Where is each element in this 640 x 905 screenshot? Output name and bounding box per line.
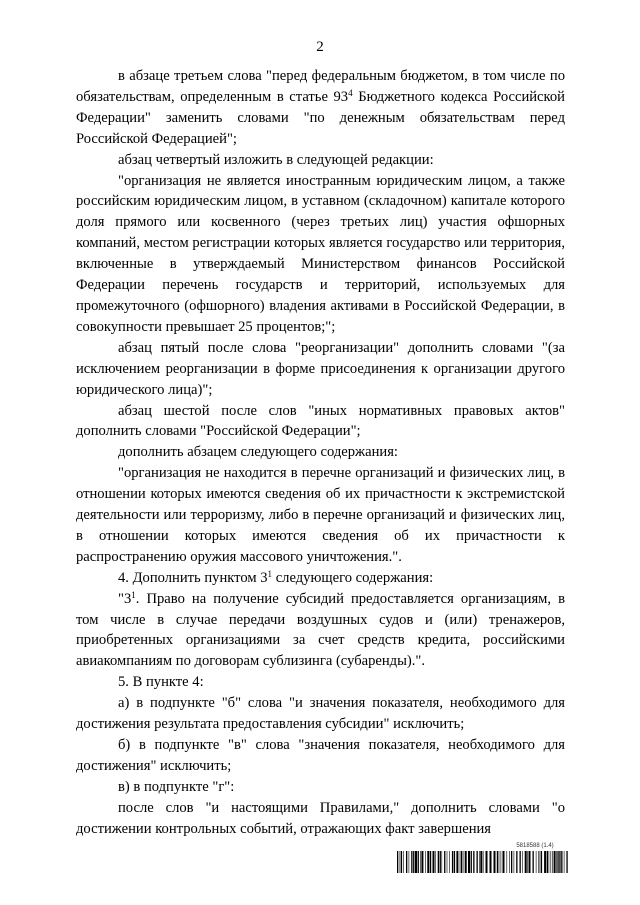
barcode-bar xyxy=(413,851,414,873)
barcode-bar xyxy=(552,851,553,873)
barcode-bar xyxy=(538,851,539,873)
barcode-bar xyxy=(463,851,464,873)
barcode-bar xyxy=(444,851,445,873)
barcode-bar xyxy=(566,851,567,873)
barcode-bar xyxy=(400,851,401,873)
barcode-bar xyxy=(456,851,458,873)
barcode-bar xyxy=(564,851,565,873)
barcode-bar xyxy=(544,851,546,873)
barcode-bar xyxy=(494,851,496,873)
page-number: 2 xyxy=(316,39,324,55)
barcode-bar xyxy=(529,851,531,873)
barcode xyxy=(397,851,568,873)
barcode-bar xyxy=(433,851,435,873)
barcode-bar xyxy=(499,851,500,873)
barcode-bar xyxy=(465,851,467,873)
barcode-bar xyxy=(520,851,521,873)
barcode-bar xyxy=(514,851,515,873)
barcode-bar xyxy=(483,851,484,873)
barcode-bar xyxy=(447,851,448,873)
paragraph: в) в подпункте "г": xyxy=(118,778,235,795)
document-body xyxy=(76,66,565,840)
barcode-bar xyxy=(409,851,410,873)
barcode-bar xyxy=(449,851,450,873)
barcode-bar xyxy=(503,851,505,873)
barcode-bar xyxy=(461,851,462,873)
barcode-bar xyxy=(460,851,461,873)
barcode-bar xyxy=(442,851,443,873)
barcode-bar xyxy=(507,851,508,873)
barcode-bar xyxy=(525,851,527,873)
barcode-bar xyxy=(533,851,534,873)
barcode-bar xyxy=(509,851,510,873)
barcode-bar xyxy=(430,851,431,873)
superscript: 1 xyxy=(267,568,273,579)
barcode-bar xyxy=(425,851,426,873)
paragraph: "организация не находится в перечне организаций и физических лиц, в отношении которых имеются сведения об их причастности к экстремистской деятельности или терроризму, либо в перечне организаций и физических лиц, в отношении которых имеются сведения об их причастности к распространению оружия массового уничтожения.". xyxy=(76,465,565,565)
barcode-bar xyxy=(480,851,482,873)
barcode-bar xyxy=(473,851,474,873)
barcode-bar xyxy=(540,851,541,873)
barcode-bar xyxy=(490,851,492,873)
barcode-bar xyxy=(438,851,439,873)
barcode-bar xyxy=(501,851,502,873)
barcode-bar xyxy=(411,851,412,873)
paragraph: б) в подпункте "в" слова "значения показателя, необходимого для достижения" исключить; xyxy=(76,737,565,774)
barcode-bar xyxy=(536,851,537,873)
barcode-bar xyxy=(479,851,480,873)
paragraph: абзац пятый после слова "реорганизации" дополнить словами "(за исключением реорганизации в форме присоединения к организации другого юридического лица)"; xyxy=(76,339,565,398)
barcode-bar xyxy=(427,851,429,873)
barcode-bar xyxy=(547,851,548,873)
paragraph: а) в подпункте "б" слова "и значения показателя, необходимого для достижения результата предоставления субсидии" исключить; xyxy=(76,695,565,733)
paragraph: "$3^1$. Право на получение субсидий предоставляется организациям, в том числе в случае передачи воздушных судов и (или) тренажеров, приобретенных организациями за счет средств кредита, российскими авиакомпаниям по договорам сублизинга (субаренды).". xyxy=(76,589,565,670)
barcode-bar xyxy=(454,851,455,873)
barcode-bar xyxy=(557,851,558,873)
barcode-bar xyxy=(401,851,402,873)
paragraph: дополнить абзацем следующего содержания: xyxy=(118,444,398,461)
barcode-bar xyxy=(551,851,552,873)
barcode-bar xyxy=(435,851,436,873)
barcode-bar xyxy=(522,851,523,873)
barcode-bar xyxy=(556,851,557,873)
barcode-bar xyxy=(561,851,562,873)
barcode-bar xyxy=(420,851,421,873)
barcode-bar xyxy=(527,851,528,873)
barcode-bar xyxy=(468,851,470,873)
barcode-bar xyxy=(511,851,512,873)
barcode-bar xyxy=(516,851,517,873)
barcode-bar xyxy=(486,851,488,873)
barcode-bar xyxy=(549,851,550,873)
barcode-bar xyxy=(406,851,407,873)
barcode-bar xyxy=(397,851,398,873)
barcode-bar xyxy=(559,851,560,873)
paragraph: "организация не является иностранным юридическим лицом, а также российским юридическим лицом, в уставном (складочном) капитале которого доля прямого или косвенного (через третьих лиц) участия офшорных компаний, местом регистрации которых является государство или территория, включенные в утверждаемый Министерством финансов Российской Федерации перечень государств и территорий, используемых для промежуточного (офшорного) владения активами в Российской Федерации, в совокупности превышает 25 процентов;"; xyxy=(76,172,565,335)
paragraph: в абзаце третьем слова "перед федеральным бюджетом, в том числе по обязательствам, определенным в статье $93^4$ Бюджетного кодекса Российской Федерации" заменить словами "по денежным обязательствам перед Российской Федерацией"; xyxy=(76,68,565,147)
barcode-bar xyxy=(471,851,472,873)
barcode-bar xyxy=(418,851,419,873)
barcode-bar xyxy=(554,851,556,873)
paragraph: 4. Дополнить пунктом $3^1$ следующего содержания: xyxy=(118,568,434,586)
barcode-bar xyxy=(452,851,453,873)
barcode-bar xyxy=(403,851,404,873)
barcode-bar xyxy=(421,851,423,873)
barcode-bar xyxy=(415,851,417,873)
barcode-bar xyxy=(477,851,478,873)
paragraph: абзац четвертый изложить в следующей редакции: xyxy=(118,151,434,168)
barcode-bar xyxy=(541,851,542,873)
barcode-bar xyxy=(497,851,498,873)
paragraph: после слов "и настоящими Правилами," дополнить словами "о достижении контрольных событий, отражающих факт завершения xyxy=(76,799,565,837)
superscript: 1 xyxy=(131,589,136,600)
paragraph: абзац шестой после слов "иных нормативных правовых актов" дополнить словами "Российской Федерации"; xyxy=(76,402,565,440)
document-code: 5818588 (1.4) xyxy=(516,843,554,849)
paragraph: 5. В пункте 4: xyxy=(118,674,204,691)
footnote-superscript: 4 xyxy=(348,87,353,98)
barcode-bar xyxy=(440,851,441,873)
